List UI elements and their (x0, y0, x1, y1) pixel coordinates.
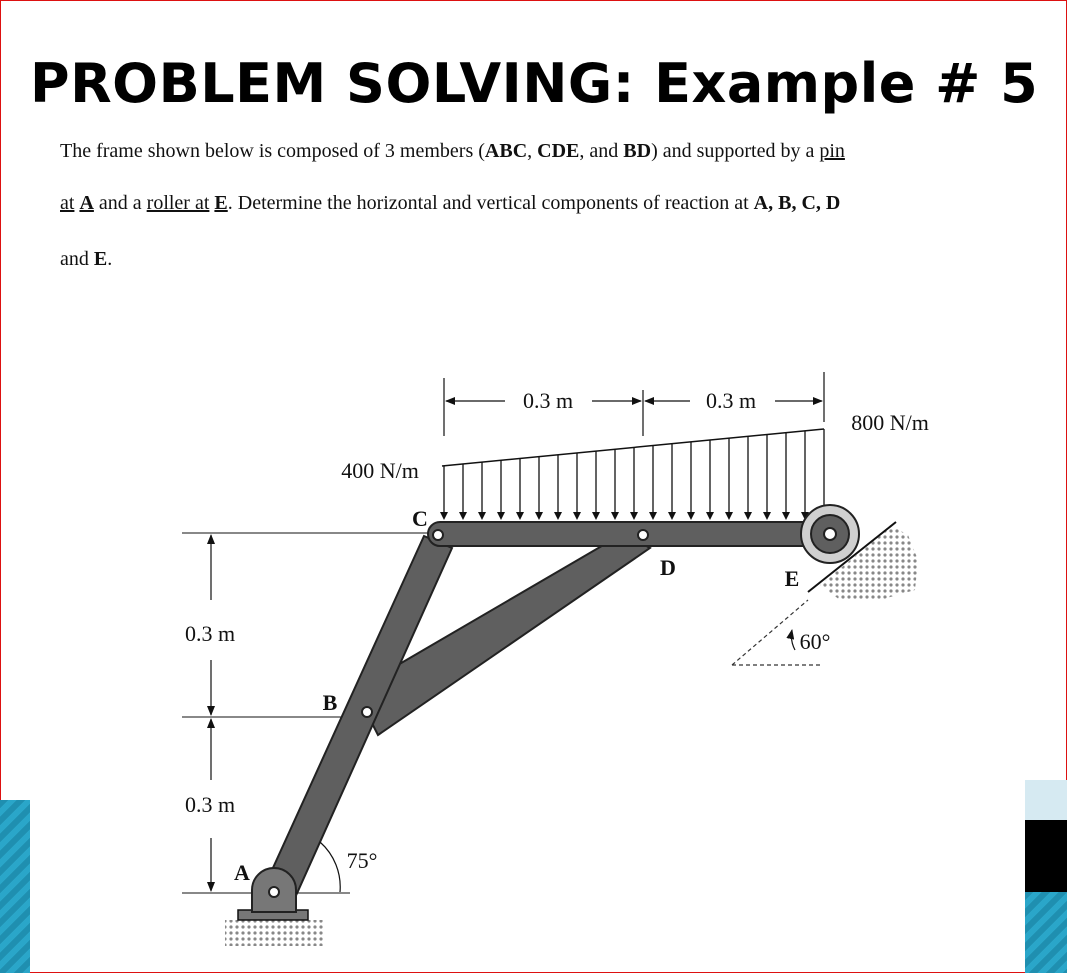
load-arrow-head (668, 512, 676, 520)
load-arrow-head (478, 512, 486, 520)
load-arrow-head (630, 512, 638, 520)
distributed-load (341, 410, 929, 520)
load-arrow-head (516, 512, 524, 520)
load-label-right: 800 N/m (851, 410, 929, 435)
load-arrow-head (744, 512, 752, 520)
load-arrow-head (687, 512, 695, 520)
pin-c (433, 530, 443, 540)
problem-statement-line-2: at A and a roller at E. Determine the horizontal and vertical components of reaction at A, B, C, D (60, 192, 841, 214)
pin-b (362, 707, 372, 717)
load-arrow-head (440, 512, 448, 520)
pin-d (638, 530, 648, 540)
load-label-left: 400 N/m (341, 458, 419, 483)
angle-label-a: 75° (346, 848, 378, 873)
dim-label-top-right: 0.3 m (705, 388, 757, 413)
angle-label-e: 60° (799, 629, 831, 654)
label-e: E (784, 566, 800, 591)
label-c: C (412, 506, 428, 531)
load-arrow-head (554, 512, 562, 520)
load-arrow-head (459, 512, 467, 520)
load-arrow-head (782, 512, 790, 520)
load-arrow-head (763, 512, 771, 520)
load-arrow-head (611, 512, 619, 520)
dim-label-left-lower: 0.3 m (184, 792, 236, 817)
dim-label-top-left: 0.3 m (522, 388, 574, 413)
dim-label-left-upper: 0.3 m (184, 621, 236, 646)
member-cde (428, 522, 832, 546)
load-arrow-head (725, 512, 733, 520)
load-arrow-head (592, 512, 600, 520)
load-arrow-head (706, 512, 714, 520)
load-arrows (440, 429, 828, 520)
slide-decoration-left (0, 800, 30, 973)
pin-support-ground (225, 910, 325, 946)
slide-decoration-right (1025, 780, 1067, 973)
label-b: B (322, 690, 338, 715)
load-arrow-head (535, 512, 543, 520)
load-arrow-head (497, 512, 505, 520)
label-a: A (234, 860, 250, 885)
roller-e (801, 505, 859, 563)
label-d: D (660, 555, 676, 580)
load-arrow-head (573, 512, 581, 520)
page-title: PROBLEM SOLVING: Example # 5 (30, 52, 1039, 115)
top-dimension (444, 372, 824, 436)
problem-statement-line-1: The frame shown below is composed of 3 members (ABC, CDE, and BD) and supported by a pin (60, 140, 845, 162)
load-arrow-head (649, 512, 657, 520)
member-abc (262, 536, 452, 900)
problem-statement-line-3: and E. (60, 248, 113, 270)
pin-a (252, 868, 296, 912)
